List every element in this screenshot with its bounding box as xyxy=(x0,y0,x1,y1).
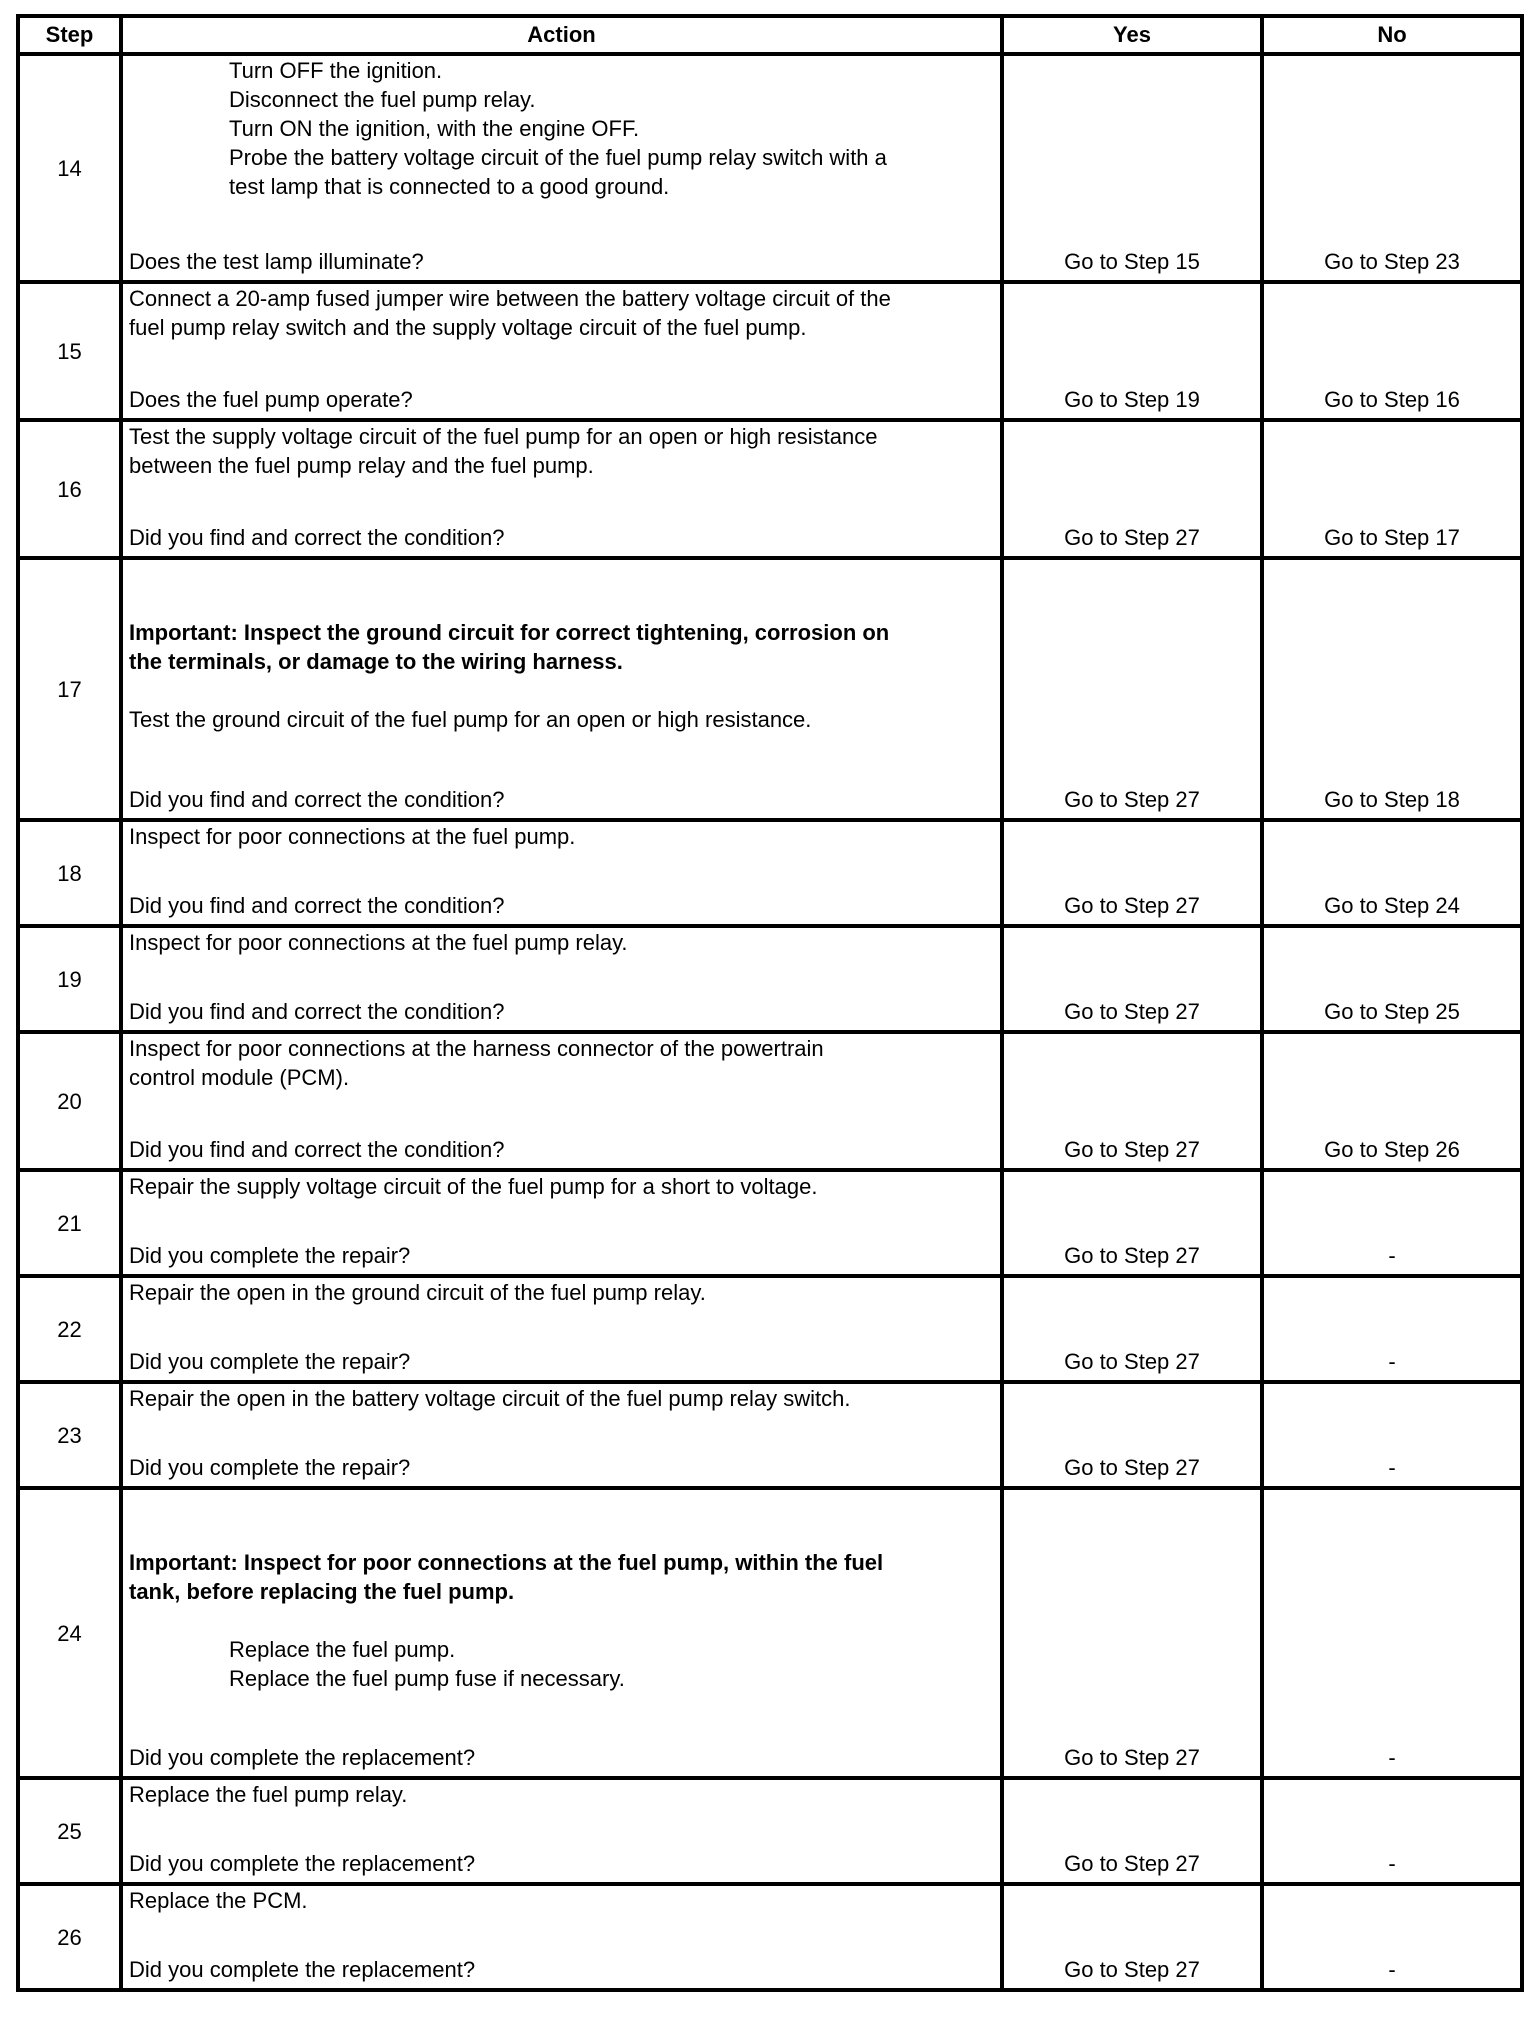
question-text: Did you complete the replacement? xyxy=(129,1745,476,1770)
instruction-line: Inspect for poor connections at the fuel pump relay. xyxy=(129,930,628,955)
action-content xyxy=(129,56,994,276)
table-row xyxy=(18,1032,1522,1170)
question-text: Did you find and correct the condition? xyxy=(129,893,505,918)
action-content xyxy=(129,284,994,414)
instruction-line: Replace the fuel pump. xyxy=(229,1637,456,1662)
action-cell xyxy=(121,558,1002,820)
instruction-line: Replace the fuel pump fuse if necessary. xyxy=(229,1666,625,1691)
table-row xyxy=(18,420,1522,558)
instruction-line: Repair the supply voltage circuit of the fuel pump for a short to voltage. xyxy=(129,1174,818,1199)
table-row xyxy=(18,1778,1522,1884)
no-result: Go to Step 23 xyxy=(1262,54,1522,282)
action-instructions xyxy=(129,822,994,851)
instruction-line: Probe the battery voltage circuit of the fuel pump relay switch with a xyxy=(229,145,887,170)
yes-result: Go to Step 27 xyxy=(1002,1778,1262,1884)
table-row xyxy=(18,1884,1522,1990)
action-instructions xyxy=(129,1034,994,1092)
action-cell xyxy=(121,54,1002,282)
action-instructions xyxy=(129,422,994,480)
question-text: Did you find and correct the condition? xyxy=(129,1137,505,1162)
no-result: - xyxy=(1262,1884,1522,1990)
yes-result: Go to Step 27 xyxy=(1002,420,1262,558)
diagnostic-table xyxy=(16,14,1524,1992)
instruction-line: Turn OFF the ignition. xyxy=(229,58,443,83)
instruction-line: fuel pump relay switch and the supply voltage circuit of the fuel pump. xyxy=(129,315,807,340)
step-number: 20 xyxy=(18,1032,121,1170)
instruction-line: Test the supply voltage circuit of the fuel pump for an open or high resistance xyxy=(129,424,878,449)
action-content xyxy=(129,1780,994,1878)
action-instructions xyxy=(129,1384,994,1413)
instruction-line: Inspect for poor connections at the fuel pump. xyxy=(129,824,576,849)
action-instructions xyxy=(129,560,994,734)
no-result: Go to Step 25 xyxy=(1262,926,1522,1032)
spacer xyxy=(129,1606,994,1635)
question-text: Did you complete the replacement? xyxy=(129,1851,476,1876)
instruction-line: Connect a 20-amp fused jumper wire between the battery voltage circuit of the xyxy=(129,286,891,311)
action-instructions xyxy=(129,284,994,342)
step-number: 16 xyxy=(18,420,121,558)
action-cell xyxy=(121,820,1002,926)
table-row xyxy=(18,820,1522,926)
action-instructions xyxy=(129,1278,994,1307)
step-number: 15 xyxy=(18,282,121,420)
question-text: Does the test lamp illuminate? xyxy=(129,249,424,274)
action-instructions xyxy=(129,1172,994,1201)
action-content xyxy=(129,560,994,814)
header-action: Action xyxy=(121,16,1002,54)
spacer xyxy=(129,589,994,618)
header-row xyxy=(18,16,1522,54)
table-row xyxy=(18,926,1522,1032)
yes-result: Go to Step 27 xyxy=(1002,1382,1262,1488)
instruction-line: Test the ground circuit of the fuel pump for an open or high resistance. xyxy=(129,707,812,732)
instruction-line: Repair the open in the battery voltage circuit of the fuel pump relay switch. xyxy=(129,1386,851,1411)
question-text: Did you complete the repair? xyxy=(129,1349,411,1374)
action-instructions xyxy=(129,928,994,957)
table-row xyxy=(18,282,1522,420)
important-note: tank, before replacing the fuel pump. xyxy=(129,1579,515,1604)
action-cell xyxy=(121,282,1002,420)
action-cell xyxy=(121,1276,1002,1382)
yes-result: Go to Step 27 xyxy=(1002,926,1262,1032)
question-text: Did you complete the repair? xyxy=(129,1455,411,1480)
question-text: Did you find and correct the condition? xyxy=(129,787,505,812)
spacer xyxy=(129,676,994,705)
header-step: Step xyxy=(18,16,121,54)
action-content xyxy=(129,1490,994,1772)
no-result: - xyxy=(1262,1382,1522,1488)
question-text: Did you find and correct the condition? xyxy=(129,999,505,1024)
action-content xyxy=(129,1384,994,1482)
action-cell xyxy=(121,1032,1002,1170)
table-row xyxy=(18,1276,1522,1382)
yes-result: Go to Step 27 xyxy=(1002,1488,1262,1778)
action-content xyxy=(129,1886,994,1984)
step-number: 23 xyxy=(18,1382,121,1488)
spacer xyxy=(129,1490,994,1519)
action-content xyxy=(129,1034,994,1164)
no-result: Go to Step 18 xyxy=(1262,558,1522,820)
action-instructions xyxy=(129,1780,994,1809)
yes-result: Go to Step 27 xyxy=(1002,1170,1262,1276)
instruction-line: test lamp that is connected to a good ground. xyxy=(229,174,670,199)
action-content xyxy=(129,1278,994,1376)
step-number: 22 xyxy=(18,1276,121,1382)
action-instructions xyxy=(129,1490,994,1693)
important-note: Important: Inspect for poor connections at the fuel pump, within the fuel xyxy=(129,1550,884,1575)
yes-result: Go to Step 27 xyxy=(1002,1884,1262,1990)
spacer xyxy=(129,1519,994,1548)
instruction-line: Disconnect the fuel pump relay. xyxy=(229,87,536,112)
important-note: Important: Inspect the ground circuit for correct tightening, corrosion on xyxy=(129,620,890,645)
action-cell xyxy=(121,926,1002,1032)
action-content xyxy=(129,422,994,552)
table-row xyxy=(18,1382,1522,1488)
instruction-line: control module (PCM). xyxy=(129,1065,350,1090)
action-instructions xyxy=(129,56,994,201)
step-number: 24 xyxy=(18,1488,121,1778)
question-text: Did you complete the repair? xyxy=(129,1243,411,1268)
instruction-line: Repair the open in the ground circuit of the fuel pump relay. xyxy=(129,1280,706,1305)
instruction-line: Replace the fuel pump relay. xyxy=(129,1782,408,1807)
step-number: 21 xyxy=(18,1170,121,1276)
header-no: No xyxy=(1262,16,1522,54)
action-content xyxy=(129,1172,994,1270)
action-cell xyxy=(121,420,1002,558)
action-cell xyxy=(121,1778,1002,1884)
question-text: Does the fuel pump operate? xyxy=(129,387,413,412)
no-result: - xyxy=(1262,1170,1522,1276)
spacer xyxy=(129,560,994,589)
no-result: - xyxy=(1262,1778,1522,1884)
no-result: - xyxy=(1262,1488,1522,1778)
header-yes: Yes xyxy=(1002,16,1262,54)
action-instructions xyxy=(129,1886,994,1915)
no-result: - xyxy=(1262,1276,1522,1382)
question-text: Did you find and correct the condition? xyxy=(129,525,505,550)
step-number: 26 xyxy=(18,1884,121,1990)
instruction-line: Inspect for poor connections at the harness connector of the powertrain xyxy=(129,1036,824,1061)
diagnostic-table-container xyxy=(16,14,1520,1992)
table-row xyxy=(18,1488,1522,1778)
instruction-line: Replace the PCM. xyxy=(129,1888,308,1913)
instruction-line: between the fuel pump relay and the fuel pump. xyxy=(129,453,594,478)
question-text: Did you complete the replacement? xyxy=(129,1957,476,1982)
step-number: 14 xyxy=(18,54,121,282)
table-row xyxy=(18,558,1522,820)
yes-result: Go to Step 27 xyxy=(1002,558,1262,820)
yes-result: Go to Step 15 xyxy=(1002,54,1262,282)
action-cell xyxy=(121,1488,1002,1778)
yes-result: Go to Step 19 xyxy=(1002,282,1262,420)
action-cell xyxy=(121,1884,1002,1990)
action-cell xyxy=(121,1382,1002,1488)
instruction-line: Turn ON the ignition, with the engine OFF. xyxy=(229,116,640,141)
no-result: Go to Step 17 xyxy=(1262,420,1522,558)
yes-result: Go to Step 27 xyxy=(1002,1276,1262,1382)
yes-result: Go to Step 27 xyxy=(1002,820,1262,926)
yes-result: Go to Step 27 xyxy=(1002,1032,1262,1170)
step-number: 19 xyxy=(18,926,121,1032)
no-result: Go to Step 16 xyxy=(1262,282,1522,420)
table-row xyxy=(18,1170,1522,1276)
no-result: Go to Step 26 xyxy=(1262,1032,1522,1170)
action-content xyxy=(129,928,994,1026)
no-result: Go to Step 24 xyxy=(1262,820,1522,926)
step-number: 18 xyxy=(18,820,121,926)
important-note: the terminals, or damage to the wiring harness. xyxy=(129,649,623,674)
action-content xyxy=(129,822,994,920)
step-number: 17 xyxy=(18,558,121,820)
step-number: 25 xyxy=(18,1778,121,1884)
table-row xyxy=(18,54,1522,282)
action-cell xyxy=(121,1170,1002,1276)
